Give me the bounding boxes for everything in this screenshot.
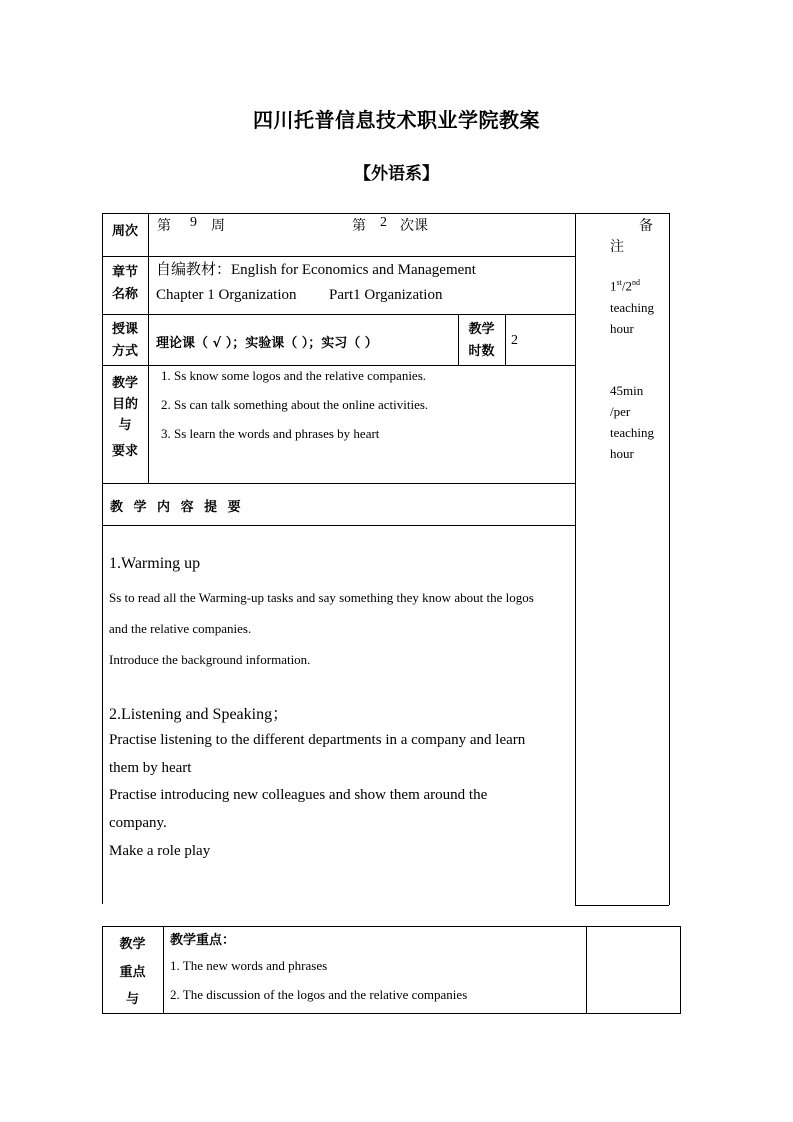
key-point-item: 1. The new words and phrases	[170, 958, 328, 973]
chapter-title: Chapter 1 Organization	[156, 287, 297, 303]
page-title: 四川托普信息技术职业学院教案	[253, 108, 540, 132]
goal-item: 1. Ss know some logos and the relative companies.	[161, 368, 427, 383]
chapter-label: 名称	[111, 287, 138, 302]
content-paragraph: Practise introducing new colleagues and show them around the	[109, 787, 488, 803]
content-paragraph: and the relative companies.	[109, 621, 252, 636]
lesson-suffix: 次课	[400, 218, 428, 234]
chapter-label: 章节	[111, 265, 138, 280]
goals-label: 教学	[111, 376, 138, 391]
table-border-left	[102, 213, 103, 904]
remarks-text: teaching	[610, 425, 655, 440]
hours-column-divider	[505, 314, 506, 365]
table-border-bottom	[102, 1013, 681, 1014]
key-points-label: 教学	[119, 937, 146, 952]
content-paragraph: company.	[109, 815, 167, 831]
row-divider	[102, 483, 575, 484]
goals-label: 要求	[111, 444, 138, 459]
section-heading: 1.Warming up	[109, 555, 201, 572]
table-border-right	[669, 213, 670, 905]
department-heading: 【外语系】	[354, 164, 439, 184]
remarks-text: hour	[610, 446, 634, 461]
part-title: Part1 Organization	[329, 287, 443, 303]
textbook-title: English for Economics and Management	[231, 262, 476, 278]
column-divider	[586, 926, 587, 1014]
key-points-label: 与	[125, 992, 139, 1007]
hours-value: 2	[511, 333, 518, 348]
content-paragraph: Practise listening to the different departments in a company and learn	[109, 732, 526, 748]
content-paragraph: them by heart	[109, 760, 192, 776]
method-value: 理论课（ √ ）；实验课（ ）；实习（ ）	[156, 336, 378, 351]
table-border-top	[102, 213, 669, 214]
hours-label: 教学	[468, 322, 495, 337]
lesson-number: 2	[380, 215, 387, 230]
hours-label: 时数	[468, 344, 495, 359]
table-border-right	[680, 926, 681, 1014]
lesson-prefix: 第	[352, 218, 366, 234]
remarks-text: hour	[610, 321, 634, 336]
key-points-heading: 教学重点：	[170, 933, 236, 948]
row-divider	[102, 525, 575, 526]
content-paragraph: Introduce the background information.	[109, 652, 311, 667]
week-number: 9	[190, 215, 197, 230]
column-divider	[163, 926, 164, 1014]
section-heading: 2.Listening and Speaking；	[109, 706, 289, 723]
remarks-border-bottom	[575, 905, 669, 906]
week-prefix: 第	[157, 218, 171, 234]
goal-item: 2. Ss can talk something about the online activities.	[161, 397, 429, 412]
goal-item: 3. Ss learn the words and phrases by heart	[161, 426, 380, 441]
row-divider	[102, 256, 575, 257]
week-label: 周次	[111, 224, 138, 239]
remarks-text: /per	[610, 404, 631, 419]
remarks-text: teaching	[610, 300, 655, 315]
key-point-item: 2. The discussion of the logos and the relative companies	[170, 987, 468, 1002]
content-paragraph: Make a role play	[109, 843, 211, 859]
goals-label: 目的	[111, 397, 138, 412]
remarks-label: 备	[639, 218, 653, 234]
week-suffix: 周	[211, 218, 225, 234]
key-points-label: 重点	[119, 965, 146, 980]
content-label: 教 学 内 容 提 要	[110, 500, 244, 515]
textbook-line	[156, 258, 476, 279]
method-label: 方式	[111, 344, 138, 359]
remarks-column-divider	[575, 213, 576, 905]
textbook-prefix: 自编教材：	[156, 260, 232, 278]
remarks-hour-order: 1st/2nd	[610, 278, 640, 294]
row-divider	[102, 365, 575, 366]
table-border-top	[102, 926, 681, 927]
remarks-text: 45min	[610, 383, 644, 398]
goals-label: 与	[118, 418, 132, 433]
content-paragraph: Ss to read all the Warming-up tasks and say something they know about the logos	[109, 590, 534, 605]
label-column-divider	[148, 213, 149, 483]
method-label: 授课	[111, 322, 138, 337]
remarks-label: 注	[610, 239, 624, 255]
